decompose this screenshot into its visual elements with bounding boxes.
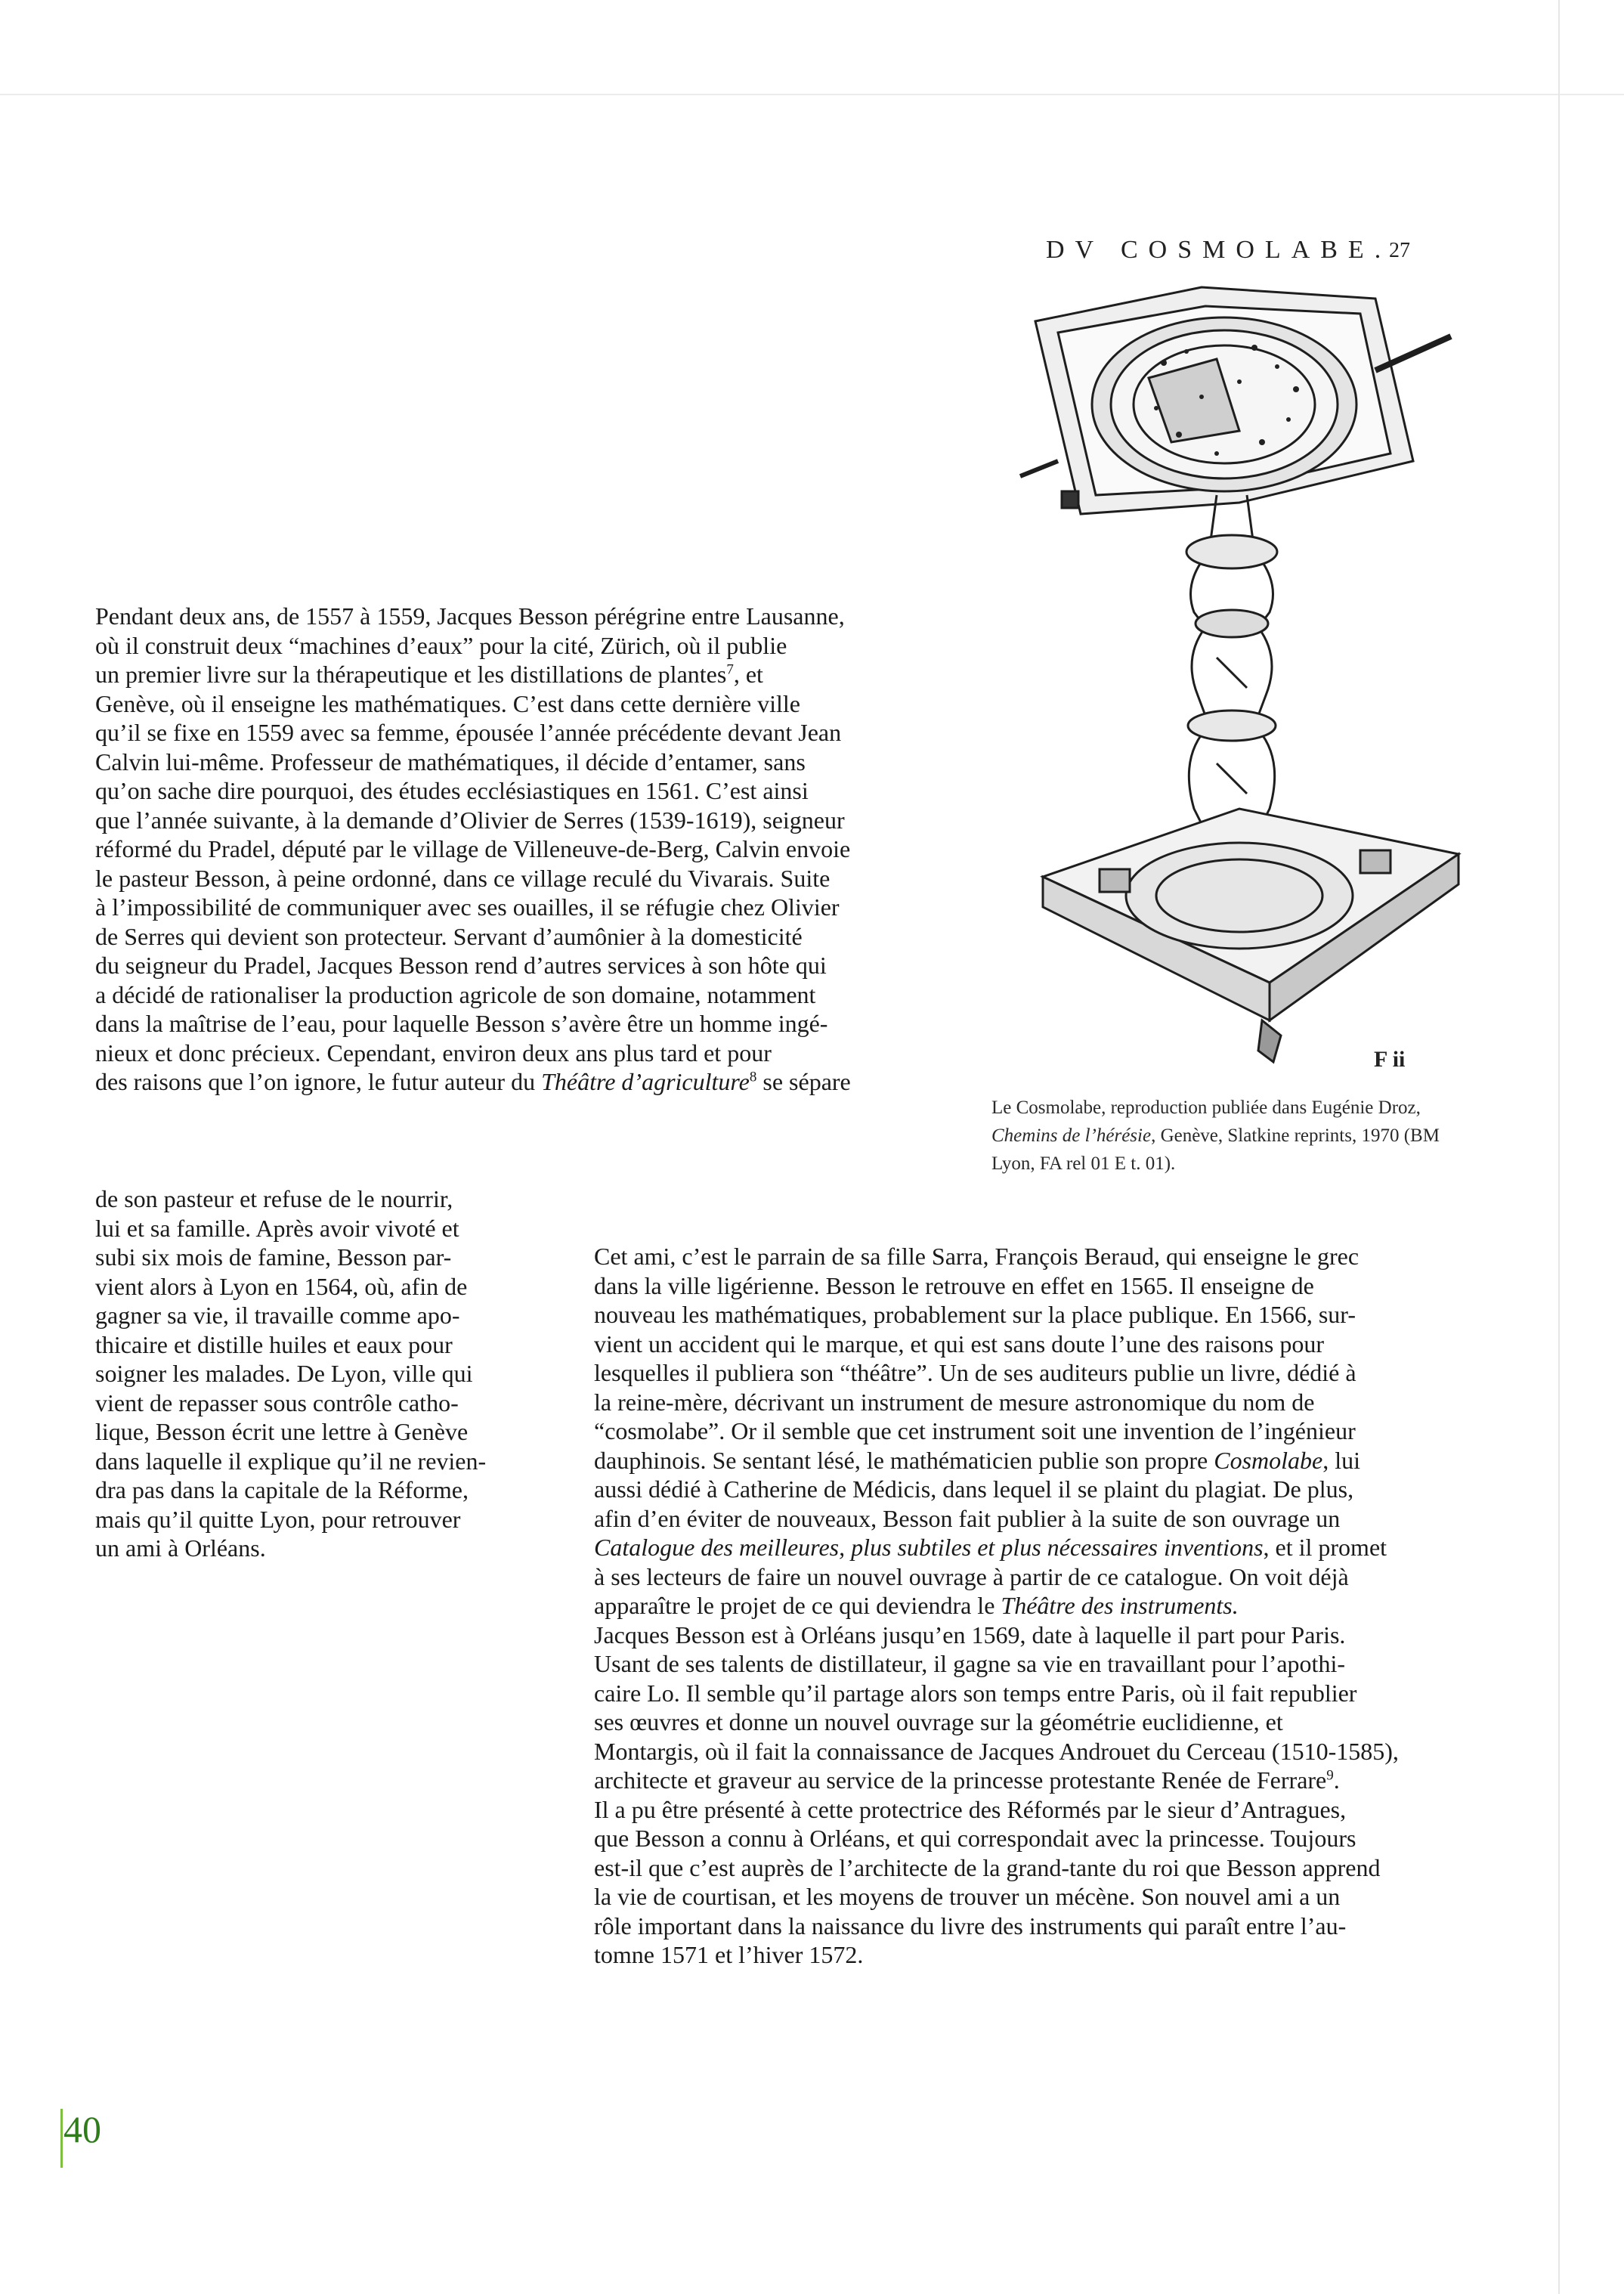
text-line: afin d’en éviter de nouveaux, Besson fait publier à la suite de son ouvrage un	[594, 1504, 1341, 1532]
text-line: dans la ville ligérienne. Besson le retrouve en effet en 1565. Il enseigne de	[594, 1271, 1314, 1299]
text-line: Jacques Besson est à Orléans jusqu’en 1569, date à laquelle il part pour Paris.	[594, 1621, 1346, 1649]
text-line: que l’année suivante, à la demande d’Olivier de Serres (1539-1619), seigneur	[95, 806, 845, 834]
text-line: un ami à Orléans.	[95, 1534, 266, 1562]
text-line: qu’on sache dire pourquoi, des études ecclésiastiques en 1561. C’est ainsi	[95, 777, 809, 804]
footnote-ref: 8	[749, 1069, 757, 1085]
text-line: Il a pu être présenté à cette protectrice des Réformés par le sieur d’Antragues,	[594, 1795, 1347, 1823]
text-line: thicaire et distille huiles et eaux pour	[95, 1330, 453, 1358]
text-line: subi six mois de famine, Besson par-	[95, 1243, 452, 1271]
text-line: est-il que c’est auprès de l’architecte de la grand-tante du roi que Besson apprend	[594, 1853, 1381, 1881]
text-line: un premier livre sur la thérapeutique et les distillations de plantes$^7$, et	[95, 661, 763, 688]
text-line: dra pas dans la capitale de la Réforme,	[95, 1476, 469, 1503]
text-line: où il construit deux “machines d’eaux” pour la cité, Zürich, où il publie	[95, 631, 787, 659]
text-line: la reine-mère, décrivant un instrument de mesure astronomique du nom de	[594, 1388, 1315, 1416]
text-line: Cet ami, c’est le parrain de sa fille Sarra, François Beraud, qui enseigne le grec	[594, 1243, 1360, 1270]
book-title-theatre-instruments: Théâtre des instruments.	[1001, 1592, 1239, 1619]
plate-header: DV COSMOLABE.	[1046, 236, 1392, 264]
text-line: architecte et graveur au service de la princesse protestante Renée de Ferrare$^9$.	[594, 1766, 1340, 1794]
text-line: lui et sa famille. Après avoir vivoté et	[95, 1214, 459, 1242]
text-line: à l’impossibilité de communiquer avec ses ouailles, il se réfugie chez Olivier	[95, 893, 840, 921]
paragraph-besson-travels	[95, 602, 942, 1097]
caption-text: 1970 (BM Lyon, FA rel 01 E t. 01).	[991, 1125, 1440, 1174]
text-line: Calvin lui-même. Professeur de mathématiques, il décide d’entamer, sans	[95, 748, 806, 776]
text-line: dauphinois. Se sentant lésé, le mathématicien publie son propre Cosmolabe, lui	[594, 1446, 1361, 1474]
text-line: soigner les malades. De Lyon, ville qui	[95, 1360, 473, 1387]
page-number-marker	[60, 2109, 63, 2168]
footnote-ref: 7	[726, 661, 734, 678]
figure-caption	[991, 1094, 1475, 1178]
text-line: mais qu’il quitte Lyon, pour retrouver	[95, 1505, 461, 1533]
text-line: la vie de courtisan, et les moyens de trouver un mécène. Son nouvel ami a un	[594, 1883, 1341, 1910]
text-line: vient de repasser sous contrôle catho-	[95, 1388, 459, 1416]
text-line: tomne 1571 et l’hiver 1572.	[594, 1941, 864, 1968]
text-line: du seigneur du Pradel, Jacques Besson rend d’autres services à son hôte qui	[95, 952, 827, 979]
text-line: nieux et donc précieux. Cependant, environ deux ans plus tard et pour	[95, 1039, 772, 1067]
caption-text: Droz,	[1378, 1097, 1421, 1118]
scan-edge-top	[0, 94, 1624, 95]
book-title-theatre-agriculture: Théâtre d’agriculture	[541, 1068, 750, 1095]
text-line: vient un accident qui le marque, et qui est sans doute l’une des raisons pour	[594, 1330, 1324, 1358]
footnote-ref: 9	[1326, 1767, 1334, 1784]
text-line: vient alors à Lyon en 1564, où, afin de	[95, 1272, 468, 1300]
text-line: nouveau les mathématiques, probablement sur la place publique. En 1566, sur-	[594, 1301, 1356, 1328]
book-title-catalogue: Catalogue des meilleures, plus subtiles et plus nécessaires inventions	[594, 1534, 1264, 1561]
page-number: 40	[63, 2108, 101, 2150]
paragraph-lyon	[95, 1184, 579, 1563]
text-line: Genève, où il enseigne les mathématiques. C’est dans cette dernière ville	[95, 689, 800, 717]
caption-book-title: Chemins de l’hérésie	[991, 1125, 1152, 1146]
text-line: que Besson a connu à Orléans, et qui correspondait avec la princesse. Toujours	[594, 1825, 1356, 1852]
text-line: le pasteur Besson, à peine ordonné, dans ce village reculé du Vivarais. Suite	[95, 864, 831, 892]
text-line: Pendant deux ans, de 1557 à 1559, Jacques Besson pérégrine entre Lausanne,	[95, 602, 845, 630]
text-line: apparaître le projet de ce qui deviendra le Théâtre des instruments.	[594, 1592, 1239, 1619]
text-line: à ses lecteurs de faire un nouvel ouvrage à partir de ce catalogue. On voit déjà	[594, 1562, 1349, 1590]
text-line: lesquelles il publiera son “théâtre”. Un de ses auditeurs publie un livre, dédié à	[594, 1359, 1356, 1386]
book-title-cosmolabe: Cosmolabe	[1214, 1446, 1323, 1474]
text-line: dans laquelle il explique qu’il ne revien-	[95, 1447, 487, 1475]
text-line: de Serres qui devient son protecteur. Servant d’aumônier à la domesticité	[95, 922, 803, 950]
plate-page-number: 27	[1389, 239, 1410, 262]
text-line: des raisons que l’on ignore, le futur auteur du Théâtre d’agriculture$^8$ se sépare	[95, 1068, 851, 1095]
text-line: dans la maîtrise de l’eau, pour laquelle Besson s’avère être un homme ingé-	[95, 1010, 828, 1037]
caption-text: Le Cosmolabe, reproduction publiée dans Eugénie	[991, 1097, 1374, 1118]
paragraph-orleans-paris	[594, 1242, 1481, 1970]
scan-edge-right	[1558, 0, 1560, 2294]
cosmolabe-woodcut-illustration	[990, 234, 1481, 1073]
caption-text: , Genève, Slatkine reprints,	[1151, 1125, 1357, 1146]
text-line: gagner sa vie, il travaille comme apo-	[95, 1302, 460, 1329]
text-line: a décidé de rationaliser la production agricole de son domaine, notamment	[95, 980, 816, 1008]
text-line: Catalogue des meilleures, plus subtiles et plus nécessaires inventions, et il promet	[594, 1534, 1387, 1561]
text-line: de son pasteur et refuse de le nourrir,	[95, 1185, 453, 1212]
text-line: Montargis, où il fait la connaissance de Jacques Androuet du Cerceau (1510-1585),	[594, 1737, 1399, 1765]
text-line: qu’il se fixe en 1559 avec sa femme, épousée l’année précédente devant Jean	[95, 719, 842, 746]
text-line: lique, Besson écrit une lettre à Genève	[95, 1418, 469, 1445]
text-line: Usant de ses talents de distillateur, il gagne sa vie en travaillant pour l’apothi-	[594, 1650, 1345, 1677]
text-line: aussi dédié à Catherine de Médicis, dans lequel il se plaint du plagiat. De plus,	[594, 1475, 1354, 1503]
text-line: “cosmolabe”. Or il semble que cet instrument soit une invention de l’ingénieur	[594, 1417, 1356, 1444]
text-line: ses œuvres et donne un nouvel ouvrage sur la géométrie euclidienne, et	[594, 1708, 1283, 1735]
plate-signature-mark: F ii	[1374, 1047, 1406, 1072]
text-line: réformé du Pradel, député par le village de Villeneuve-de-Berg, Calvin envoie	[95, 835, 851, 862]
text-line: rôle important dans la naissance du livre des instruments qui paraît entre l’au-	[594, 1912, 1347, 1940]
text-line: caire Lo. Il semble qu’il partage alors son temps entre Paris, où il fait republier	[594, 1679, 1357, 1707]
